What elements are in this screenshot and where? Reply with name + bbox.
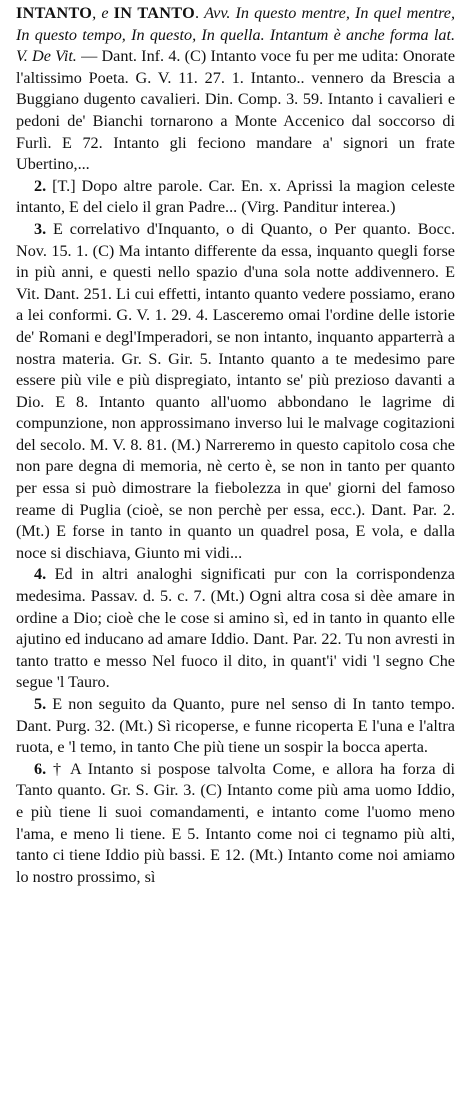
dictionary-page — [16, 3, 455, 888]
sense-text: † A Intanto si pospose talvolta Come, e allora ha forza di Tanto quanto. Gr. S. Gir. 3. (C) Intanto come più ama uomo Iddio, e più tiene li suoi comandamenti, e intanto come l'uomo meno l'ama, e meno li tiene. E 5. Intanto come noi ci tegnamo più alti, tanto ci tiene Iddio più bassi. E 12. (Mt.) Intanto come noi amiamo lo nostro prossimo, sì — [16, 759, 455, 886]
definition: Avv. In questo mentre, In quel mentre, In questo tempo, In questo, In quella. — [16, 4, 456, 44]
etymology-note: Intantum è anche forma lat. V. De Vit. — [16, 25, 455, 66]
sense-number: 3. — [34, 219, 47, 238]
sense-5 — [16, 694, 455, 759]
citations: — Dant. Inf. 4. (C) Intanto voce fu per me udita: Onorate l'altissimo Poeta. G. V. 11. 27. 1. Intanto.. vennero da Brescia a Buggiano dugento cavalieri. Din. Comp. 3. 59. Intanto i cavalieri e pedoni de' Bianchi tornarono a Monte Accenico dal soccorso di Furlì. E 72. Intanto gli feciono mandare a' signori un frate Ubertino,... — [16, 47, 456, 174]
sense-3 — [16, 219, 455, 565]
sense-number: 2. — [34, 176, 47, 195]
sense-text: E correlativo d'Inquanto, o di Quanto, o Per quanto. Bocc. Nov. 15. 1. (C) Ma intanto differente da essa, inquanto quegli forse in più anni, e questi nello spazio d'una sola notte addivennero. E Vit. Dant. 251. Li cui effetti, intanto quanto vedere possiamo, erano a lei conformi. G. V. 1. 29. 4. Lasceremo omai l'ordine delle istorie de' Romani e degl'Imperadori, se non intanto, inquanto apparterrà a nostra materia. Gr. S. Gir. 5. Intanto quanto a te medesimo pare essere più vile e più dispregiato, intanto se' più prezioso davanti a Dio. E 8. Intanto quanto all'uomo abbondano le lagrime di compunzione, non approssimano inverso lui le malvage cogitazioni del secolo. M. V. 8. 81. (M.) Narreremo in questo capitolo cosa che non pare degna di memoria, nè certo è, se non in tanto per quanto per essa si può dimostrare la fiebolezza in que' giorni del famoso reame di Puglia (cioè, se non perchè per essa, ecc.). Dant. Par. 2. (Mt.) E forse in tanto in quanto un quadrel posa, E vola, e dalla noce si dischiava, Giunto mi vidi... — [16, 219, 455, 562]
sense-6 — [16, 759, 455, 889]
sense-number: 5. — [34, 695, 47, 713]
sense-number: 4. — [34, 565, 47, 584]
sense-4 — [16, 564, 455, 694]
headword-punct: . — [194, 4, 205, 22]
headword-conjunction: , e — [92, 4, 114, 22]
entry-intanto — [16, 3, 455, 176]
headword-variant: IN TANTO — [113, 4, 195, 22]
sense-text: [T.] Dopo altre parole. Car. En. x. Aprissi la magion celeste intanto, E del cielo il gran Padre... (Virg. Panditur interea.) — [16, 176, 455, 217]
sense-number: 6. — [34, 759, 47, 778]
sense-text: E non seguito da Quanto, pure nel senso di In tanto tempo. Dant. Purg. 32. (Mt.) Sì ricoperse, e funne ricoperta E l'una e l'altra ruota, e 'l temo, in tanto Che più tiene un sospir la bocca aperta. — [16, 695, 455, 757]
headword: INTANTO — [16, 4, 93, 22]
sense-text: Ed in altri analoghi significati pur con la corrispondenza medesima. Passav. d. 5. c. 7. (Mt.) Ogni altra cosa si dèe amare in ordine a Dio; cioè che le cose si amino sì, ed in tanto in quanto elle ajutino ed inducano ad amare Iddio. Dant. Par. 22. Tu non avresti in tanto tratto e messo Nel fuoco il dito, in quant'i' vidi 'l segno Che segue 'l Tauro. — [16, 565, 455, 692]
sense-2 — [16, 176, 455, 219]
